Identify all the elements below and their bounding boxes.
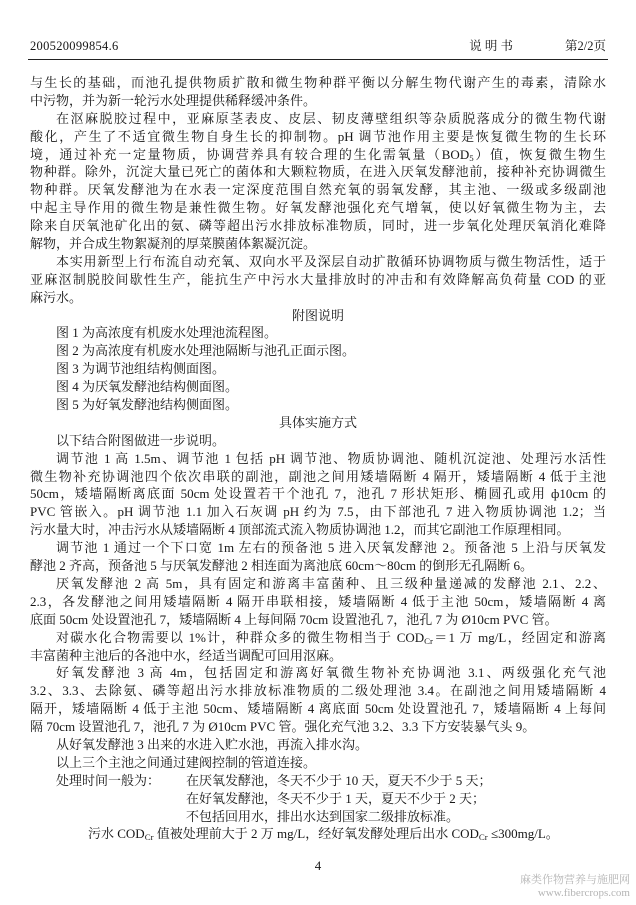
text-line: 除来自厌氧池矿化出的氨、磷等超出污水排放标准物质，同时，进一步氧化处理厌氧消化难降 [30, 218, 606, 234]
paragraph-regulating-pool [30, 450, 606, 539]
text-line: 污水量大时，冲击污水从矮墙隔断 4 顶部流式流入物质协调池 1.2，而其它副池工作原理相同。 [30, 522, 570, 538]
document-type: 说 明 书 [469, 39, 514, 53]
text-line: 中污物，并为新一轮污水处理提供稀释缓冲条件。 [30, 92, 317, 108]
header-rule [28, 59, 608, 60]
figure-caption: 图 4 为厌氧发酵池结构侧面图。 [56, 379, 239, 395]
treatment-schedule [30, 772, 606, 826]
text-line: 微生物补充协调池四个依次串联的副池，副池之间用矮墙隔断 4 隔开，矮墙隔断 4 低于主池 [30, 468, 606, 484]
text-line: 厌氧发酵池 2 高 5m，具有固定和游离丰富菌种、且三级种量递减的发酵池 2.1、2.2、 [56, 575, 606, 591]
page-number: 4 [314, 858, 322, 873]
text-line: 与生长的基础，而池孔提供物质扩散和微生物种群平衡以分解生物代谢产生的毒素，清除水 [30, 75, 606, 90]
figure-caption: 图 2 为高浓度有机废水处理池隔断与池孔正面示图。 [56, 343, 356, 359]
document-body [30, 74, 606, 843]
schedule-aerobic: 在好氧发酵池，冬天不少于 1 天，夏天不少于 2 天； [186, 790, 486, 806]
text-line: 麻污水。 [30, 289, 83, 305]
text-segment: 境，通过补充一定量物质，协调营养具有较合理的生化需氧量（BOD [30, 146, 470, 162]
text-line [30, 146, 606, 164]
page-header [30, 38, 606, 54]
text-line: 50cm，矮墙隔断离底面 50cm 处设置若干个池孔 7，池孔 7 形状矩形、椭圆孔或用 ф10cm 的 [30, 486, 606, 502]
section-heading-figures: 附图说明 [291, 307, 344, 323]
paragraph-aerobic-pool [30, 664, 606, 736]
text-line: 3.2、3.3、去除氨、磷等超出污水排放标准物质的二级处理池 3.4。在副池之间用矮墙隔断 4 [30, 683, 606, 699]
subscript: Cr [144, 832, 154, 843]
text-line: 酵池 2 齐高，预备池 5 与厌氧发酵池 2 相连面为离池底 60cm～80cm 的倒形无孔隔断 6。 [30, 558, 534, 574]
subscript: 5 [469, 152, 474, 163]
text-segment: 对碳水化合物需要以 1%计，种群众多的微生物相当于 COD [56, 629, 425, 645]
text-line: 隔开，矮墙隔断 4 低于主池 50cm、矮墙隔断 4 离底面 50cm 处设置池孔 7，矮墙隔断 4 上每间 [30, 701, 606, 717]
paragraph-anaerobic-pool [30, 575, 606, 629]
text-line [30, 825, 606, 843]
text-line: 在沤麻脱胶过程中，亚麻原茎表皮、皮层、韧皮薄壁组织等杂质脱落成分的微生物代谢 [56, 110, 606, 126]
paragraph-carbohydrate [30, 629, 606, 665]
text-segment: 值被处理前大于 2 万 mg/L，经好氧发酵处理后出水 COD [153, 826, 479, 842]
application-number: 200520099854.6 [30, 39, 119, 53]
text-segment: 污水 COD [88, 826, 145, 842]
text-line: 物种群。厌氧发酵池为在水表一定深度范围自然充氧的弱氧发酵，其主池、一级或多级副池 [30, 182, 606, 198]
schedule-note: 不包括回用水，排出水达到国家二级排放标准。 [186, 808, 460, 824]
schedule-label: 处理时间一般为： [56, 772, 161, 788]
paragraph-intro [30, 74, 606, 110]
text-segment: ）值，恢复微生物生 [473, 146, 606, 162]
text-line: 丰富菌种主池后的各池中水，经适当调配可回用沤麻。 [30, 647, 343, 663]
paragraph-retting [30, 110, 606, 253]
text-line: 中起主导作用的微生物是兼性微生物。好氧发酵池强化充气增氧，使以好氧微生物为主，去 [30, 200, 606, 216]
text-line: 本实用新型上行布流自动充氧、双向水平及深层自动扩散循环协调物质与微生物活性，适于 [56, 253, 606, 269]
text-line: 调节池 1 高 1.5m、调节池 1 包括 pH 调节池、物质协调池、随机沉淀池、处理污水活性 [56, 450, 606, 466]
text-line: 亚麻沤制脱胶间歇性生产，能抗生产中污水大量排放时的冲击和有效降解高负荷量 COD 的亚 [30, 271, 606, 287]
text-line [30, 772, 606, 790]
figure-caption: 图 3 为调节池组结构侧面图。 [56, 361, 226, 377]
text-line: 物种群。除外，沉淀大量已死亡的菌体和大颗粒物质，在进入厌氧发酵池前，接种补充协调微生 [30, 164, 606, 180]
watermark [520, 874, 630, 900]
subscript: Cr [478, 832, 488, 843]
text-line: 从好氧发酵池 3 出来的水进入贮水池，再流入排水沟。 [56, 736, 369, 752]
text-line: 好氧发酵池 3 高 4m，包括固定和游离好氧微生物补充协调池 3.1、两级强化充气池 [56, 665, 606, 681]
text-line: 2.3，各发酵池之间用矮墙隔断 4 隔开串联相接，矮墙隔断 4 低于主池 50cm，矮墙隔断 4 离 [30, 593, 606, 609]
text-line [30, 629, 606, 647]
page-indicator: 第2/2页 [565, 39, 606, 53]
text-line: 以下结合附图做进一步说明。 [56, 432, 226, 448]
text-line: 酸化，产生了不适宜微生物自身生长的抑制物。pH 调节池作用主要是恢复微生物的生长环 [30, 128, 606, 144]
figure-caption: 图 1 为高浓度有机废水处理池流程图。 [56, 325, 278, 341]
text-line: 底面 50cm 处设置池孔 7，矮墙隔断 4 上每间隔 70cm 设置池孔 7，池孔 7 为 Ø10cm PVC 管。 [30, 611, 558, 627]
section-heading-embodiment: 具体实施方式 [278, 414, 357, 430]
header-right [469, 38, 606, 54]
text-line: 解物，并合成生物絮凝剂的厚菜膜菌体絮凝沉淀。 [30, 236, 317, 252]
text-segment: ＝1 万 mg/L，经固定和游离 [433, 629, 606, 645]
text-line: 以上三个主池之间通过建阀控制的管道连接。 [56, 754, 317, 770]
subscript: Cr [424, 635, 433, 646]
schedule-anaerobic: 在厌氧发酵池，冬天不少于 10 天，夏天不少于 5 天； [186, 772, 492, 788]
figure-caption: 图 5 为好氧发酵池结构侧面图。 [56, 397, 239, 413]
watermark-site-name: 麻类作物营养与施肥网 [520, 874, 630, 886]
watermark-url: www.fibercrops.com [537, 887, 630, 899]
text-line: 调节池 1 通过一个下口宽 1m 左右的预备池 5 进入厌氧发酵池 2。预备池 5 上沿与厌氧发 [56, 540, 606, 556]
figure-caption-list [30, 324, 606, 413]
text-segment: ≤300mg/L。 [487, 826, 559, 842]
text-line: 隔 70cm 设置池孔 7，池孔 7 为 Ø10cm PVC 管。强化充气池 3.2、3.3 下方安装暴气头 9。 [30, 719, 536, 735]
paragraph-reserve-pool [30, 539, 606, 575]
paragraph-advantages [30, 253, 606, 307]
text-line: PVC 管嵌入。pH 调节池 1.1 加入石灰调 pH 约为 7.5，由下部池孔 7 进入物质协调池 1.2；当 [30, 504, 606, 520]
